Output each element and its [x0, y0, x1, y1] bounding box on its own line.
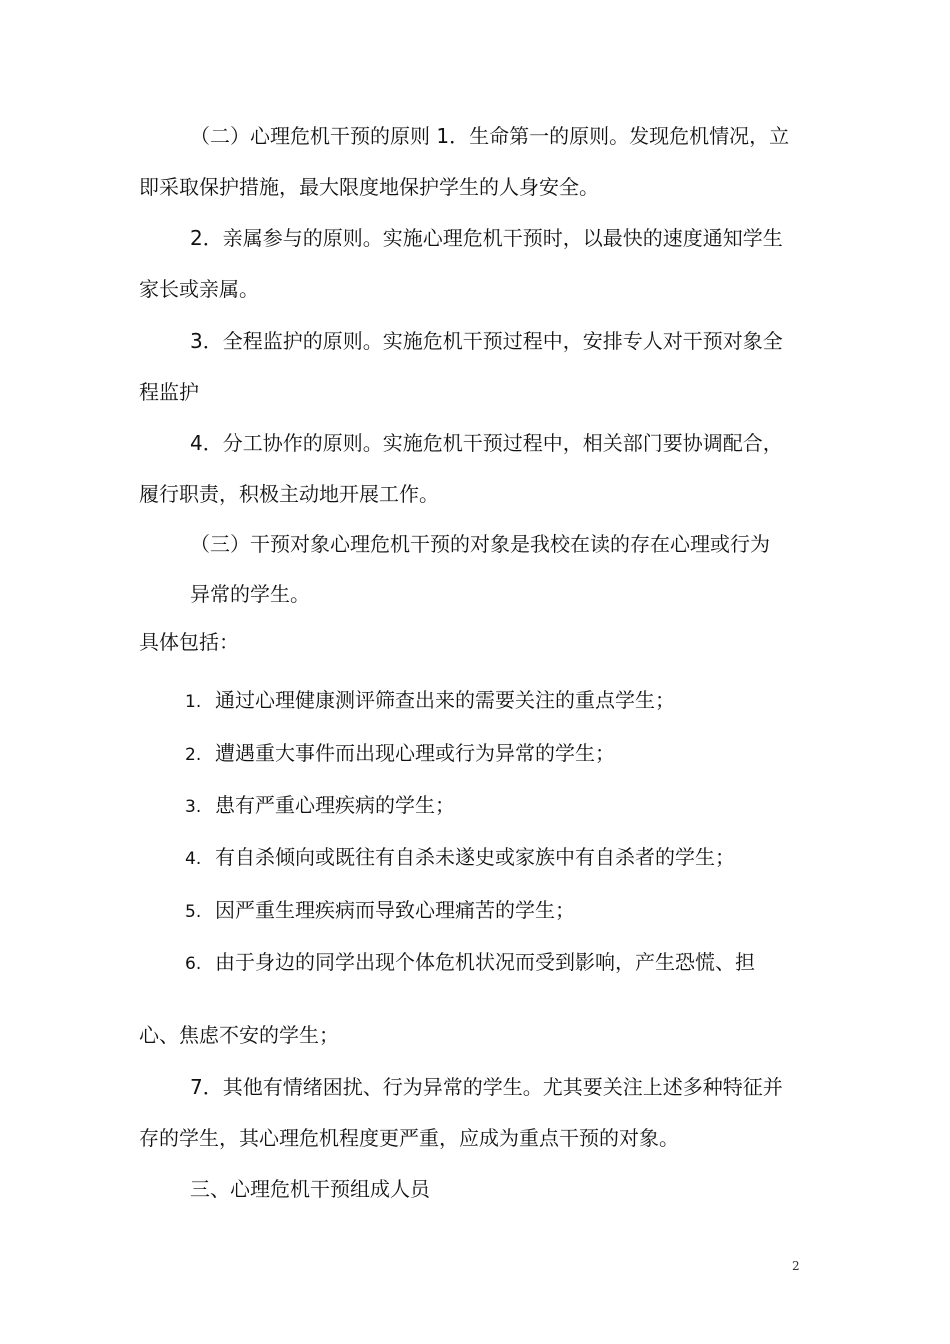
list-item-text: 遭遇重大事件而出现心理或行为异常的学生； — [215, 741, 615, 765]
paragraph-other-line2: 存的学生，其心理危机程度更严重，应成为重点干预的对象。 — [139, 1126, 679, 1150]
section-heading: 三、心理危机干预组成人员 — [190, 1177, 430, 1201]
paragraph-cooperation-line2: 履行职责，积极主动地开展工作。 — [139, 482, 439, 506]
paragraph-principles-line1: （二）心理危机干预的原则 1．生命第一的原则。发现危机情况，立 — [190, 124, 790, 148]
paragraph-monitoring-line1: 3．全程监护的原则。实施危机干预过程中，安排专人对干预对象全 — [190, 329, 783, 353]
list-item-number: 2. — [185, 745, 202, 765]
list-item-text: 由于身边的同学出现个体危机状况而受到影响，产生恐慌、担 — [215, 950, 755, 974]
paragraph-monitoring-line2: 程监护 — [139, 380, 199, 404]
list-item-number: 3. — [185, 797, 202, 817]
paragraph-targets-line2: 异常的学生。 — [190, 582, 310, 606]
list-item-number: 5. — [185, 902, 202, 922]
list-item-number: 4. — [185, 849, 202, 869]
page-number: 2 — [792, 1259, 800, 1273]
paragraph-other-line1: 7．其他有情绪困扰、行为异常的学生。尤其要关注上述多种特征并 — [190, 1075, 783, 1099]
list-item — [185, 686, 675, 716]
list-item-text: 患有严重心理疾病的学生； — [215, 793, 455, 817]
paragraph-family-line2: 家长或亲属。 — [139, 277, 259, 301]
list-item-number: 6. — [185, 954, 202, 974]
list-item — [185, 843, 735, 873]
list-item — [185, 739, 615, 769]
list-item-text: 有自杀倾向或既往有自杀未遂史或家族中有自杀者的学生； — [215, 845, 735, 869]
paragraph-targets-line1: （三）干预对象心理危机干预的对象是我校在读的存在心理或行为 — [190, 532, 770, 556]
list-item — [185, 948, 755, 978]
paragraph-specifics: 具体包括： — [139, 630, 239, 654]
paragraph-principles-line2: 即采取保护措施，最大限度地保护学生的人身安全。 — [139, 175, 599, 199]
paragraph-cooperation-line1: 4．分工协作的原则。实施危机干预过程中，相关部门要协调配合， — [190, 431, 783, 455]
list-item-continuation: 心、焦虑不安的学生； — [139, 1023, 339, 1047]
list-item-text: 因严重生理疾病而导致心理痛苦的学生； — [215, 898, 575, 922]
list-item — [185, 791, 455, 821]
list-item — [185, 896, 575, 926]
list-item-text: 通过心理健康测评筛查出来的需要关注的重点学生； — [215, 688, 675, 712]
list-item-number: 1. — [185, 692, 202, 712]
paragraph-family-line1: 2．亲属参与的原则。实施心理危机干预时，以最快的速度通知学生 — [190, 226, 783, 250]
